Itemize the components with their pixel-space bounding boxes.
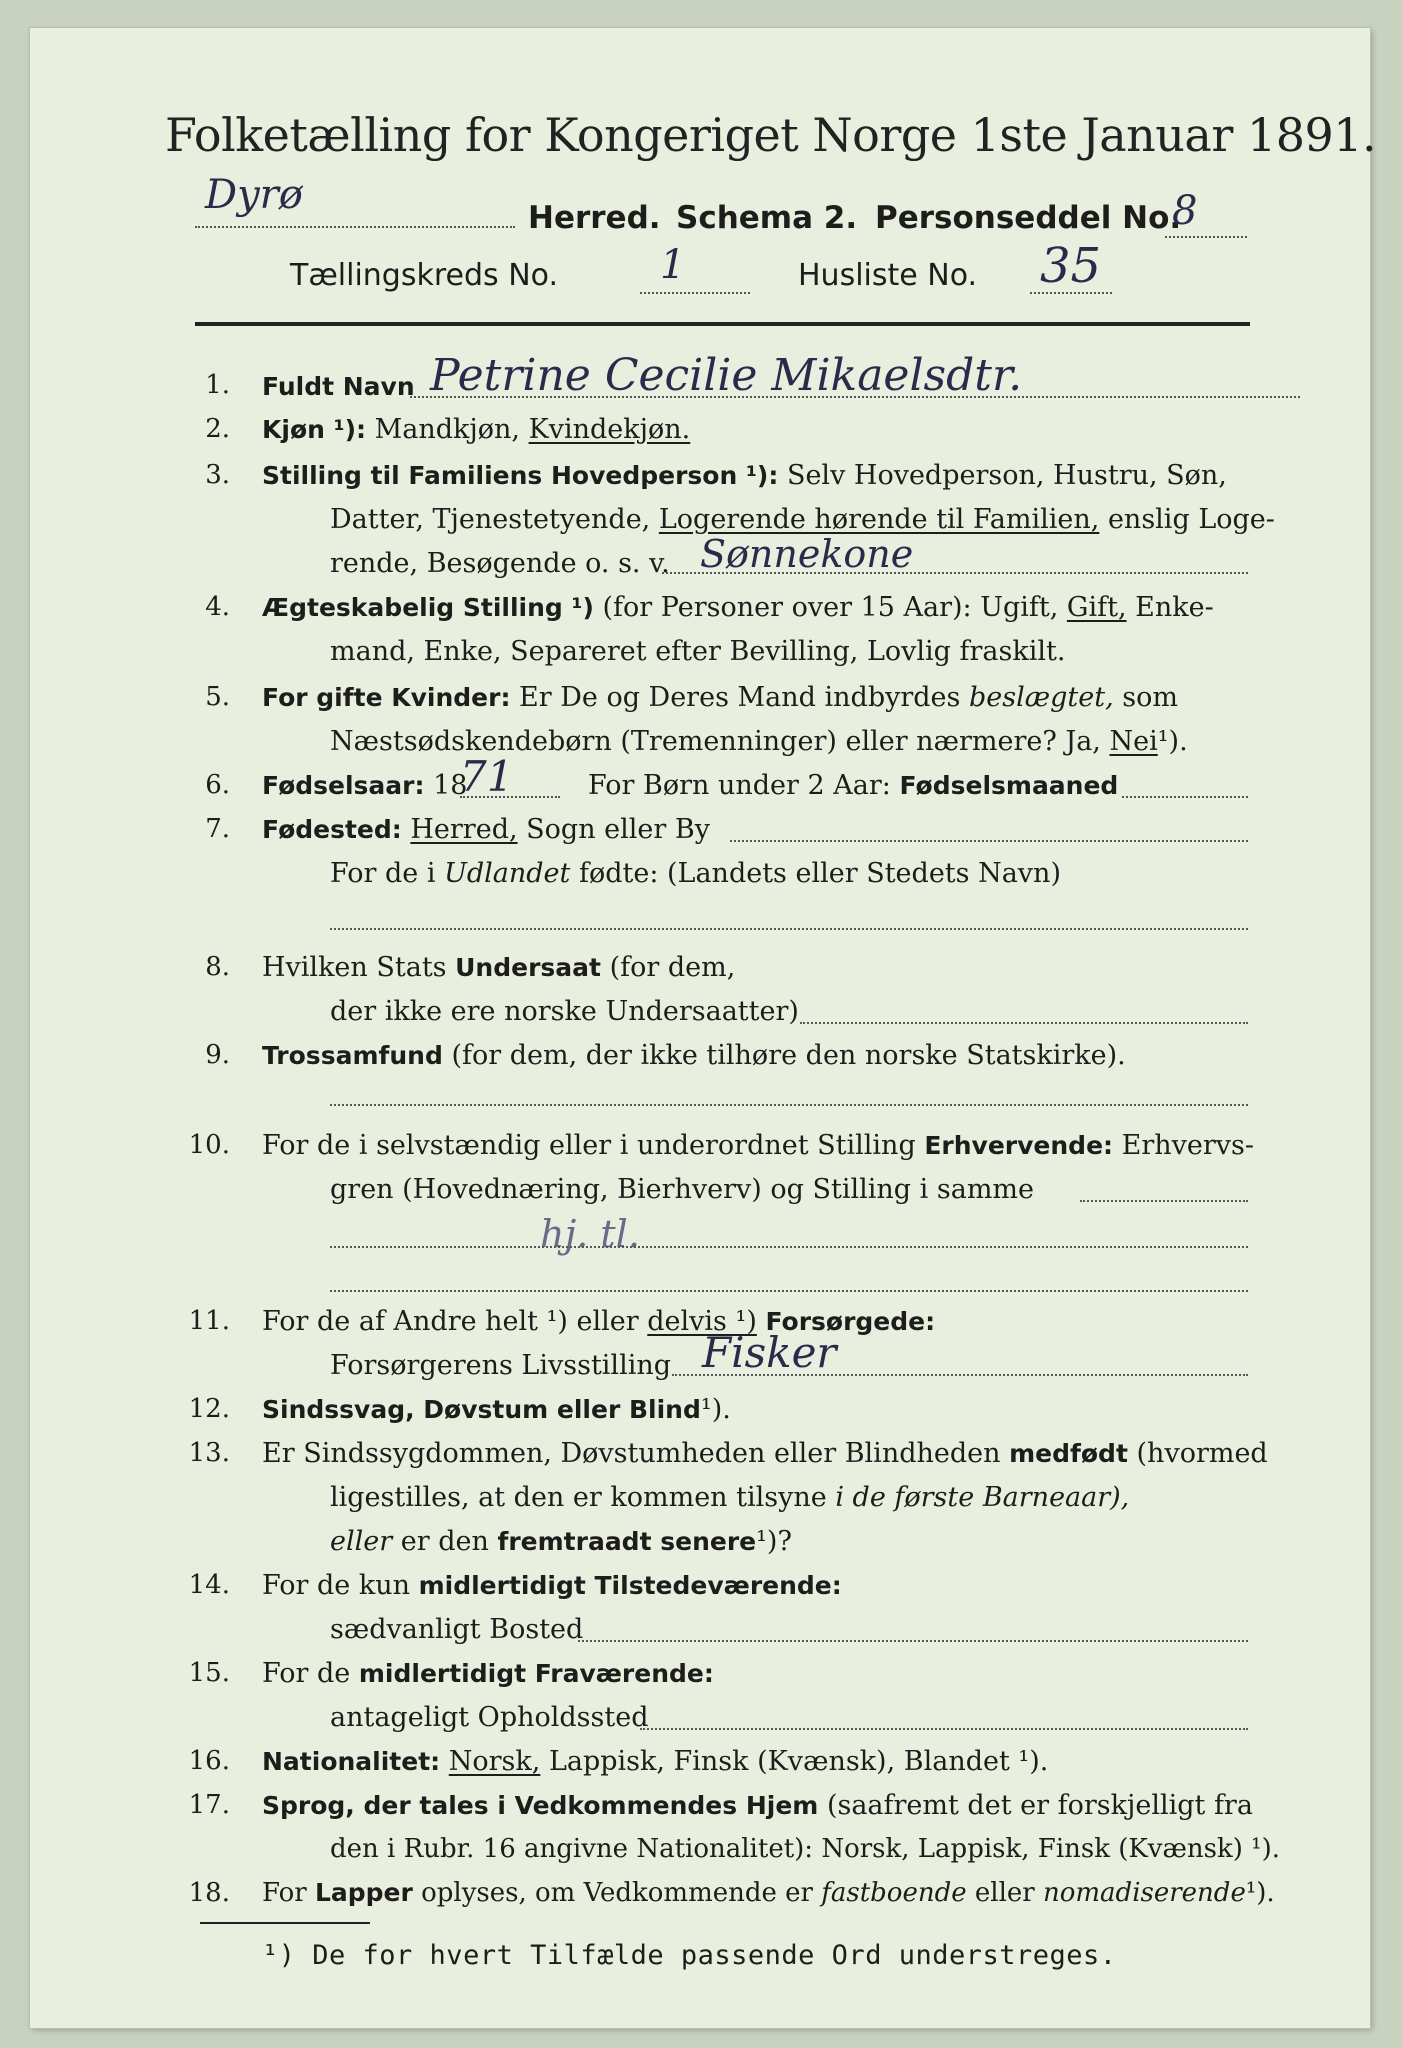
q8-text-a1: Hvilken Stats <box>262 952 447 983</box>
q3-line-a <box>262 460 1227 491</box>
q7-line-b <box>330 858 1061 889</box>
q4-text-a2: Enke- <box>1135 592 1214 623</box>
q7-text-b2: fødte: (Landets eller Stedets Navn) <box>578 858 1061 889</box>
q1-value: Petrine Cecilie Mikaelsdtr. <box>430 350 1023 401</box>
q3-text-c: rende, Besøgende o. s. v. <box>330 548 670 579</box>
q7-dots-b <box>330 928 1248 930</box>
q4-text-a-underlined: Gift, <box>1066 592 1127 623</box>
q10-label: Erhvervende: <box>924 1131 1114 1160</box>
q7-text-b1: For de i <box>330 858 436 889</box>
herred-dots <box>195 226 515 228</box>
q9-dots <box>330 1104 1248 1106</box>
q8-text-b: der ikke ere norske Undersaatter) <box>330 996 799 1027</box>
q18-line <box>262 1878 1275 1908</box>
q17-label: Sprog, der tales i Vedkommendes Hjem <box>262 1791 819 1820</box>
q6-number: 6. <box>205 770 230 800</box>
personseddel-label: Personseddel No. <box>875 200 1182 236</box>
q7-text: Sogn eller By <box>526 814 710 845</box>
herred-value: Dyrø <box>205 172 303 218</box>
q2-label: Kjøn ¹): <box>262 415 366 444</box>
herred-label: Herred. <box>528 200 661 236</box>
q18-text-a-italic2: nomadiserende <box>1043 1878 1246 1908</box>
q1-number: 1. <box>205 370 230 400</box>
q5-text-a1: Er De og Deres Mand indbyrdes <box>519 682 961 713</box>
q6-text: For Børn under 2 Aar: <box>588 770 891 801</box>
q8-line-a <box>262 952 735 983</box>
q3-text-b1: Datter, Tjenestetyende, <box>330 504 651 535</box>
q8-number: 8. <box>205 952 230 982</box>
kreds-value: 1 <box>660 242 686 288</box>
q6-dots <box>460 796 560 798</box>
husliste-value: 35 <box>1040 238 1102 294</box>
q10-dots-c <box>330 1290 1248 1292</box>
q5-line-b <box>330 726 1188 757</box>
q5-line-a <box>262 682 1178 713</box>
q13-text-a2: (hvormed <box>1136 1438 1268 1469</box>
q15-number: 15. <box>188 1658 230 1688</box>
q2-number: 2. <box>205 414 230 444</box>
q6-line-b <box>588 770 1118 801</box>
q7-label: Fødested: <box>262 815 402 844</box>
q12-label: Sindssvag, Døvstum eller Blind <box>262 1395 701 1424</box>
q5-text-a-italic: beslægtet, <box>968 682 1114 713</box>
q16-label: Nationalitet: <box>262 1747 441 1776</box>
q15-text-b: antageligt Opholdssted <box>330 1702 649 1733</box>
q18-text-a2: oplyses, om Vedkommende er <box>421 1878 813 1908</box>
q9-number: 9. <box>205 1040 230 1070</box>
q6-prefix: 18 <box>433 770 468 801</box>
q6-dots-b <box>1122 796 1248 798</box>
q8-dots <box>800 1022 1248 1024</box>
husliste-label: Husliste No. <box>798 258 978 293</box>
q16-line <box>262 1746 1048 1777</box>
q8-text-a2: (for dem, <box>609 952 736 983</box>
q13-text-c1: er den <box>400 1526 489 1557</box>
q16-number: 16. <box>188 1746 230 1776</box>
q14-text-b: sædvanligt Bosted <box>330 1614 584 1645</box>
q7-dots <box>730 840 1248 842</box>
q18-label: Lapper <box>314 1878 413 1907</box>
q2-line <box>262 414 690 445</box>
personseddel-value: 8 <box>1172 188 1198 234</box>
q6-label: Fødselsaar: <box>262 771 425 800</box>
q15-text-a: For de <box>262 1658 351 1689</box>
q6-label2: Fødselsmaaned <box>899 771 1119 800</box>
footnote: ¹) De for hvert Tilfælde passende Ord understreges. <box>262 1940 1117 1971</box>
q13-text-b1: ligestilles, at den er kommen tilsyne <box>330 1482 827 1513</box>
q18-text-a-italic1: fastboende <box>821 1878 967 1908</box>
q11-text-a1: For de af Andre helt ¹) eller <box>262 1306 639 1337</box>
q17-number: 17. <box>188 1790 230 1820</box>
q10-text-b: gren (Hovednæring, Bierhverv) og Stilling i samme <box>330 1174 1035 1205</box>
q3-text-a: Selv Hovedperson, Hustru, Søn, <box>786 460 1227 491</box>
q11-dots <box>672 1374 1248 1376</box>
q5-text-a2: som <box>1122 682 1178 713</box>
q5-number: 5. <box>205 682 230 712</box>
q1-label: Fuldt Navn <box>262 372 415 401</box>
q12-suffix: ¹). <box>700 1394 731 1425</box>
q12-line <box>262 1394 731 1425</box>
q13-line-b <box>330 1482 1129 1513</box>
q6-line <box>262 770 467 801</box>
q5-text-b2: ¹). <box>1157 726 1188 757</box>
q1-dots <box>410 396 1300 398</box>
q15-dots <box>640 1728 1248 1730</box>
q17-line-a <box>262 1790 1253 1821</box>
q13-text-b-italic: i de første Barneaar), <box>835 1482 1130 1513</box>
q17-text-a: (saafremt det er forskjelligt fra <box>826 1790 1253 1821</box>
kreds-label: Tællingskreds No. <box>290 258 558 293</box>
q11-text-a-underlined: delvis ¹) <box>647 1306 757 1337</box>
q5-text-b1: Næstsødskendebørn (Tremenninger) eller nærmere? Ja, <box>330 726 1101 757</box>
q9-text: (for dem, der ikke tilhøre den norske Statskirke). <box>451 1040 1126 1071</box>
q9-label: Trossamfund <box>262 1041 443 1070</box>
q10-text-a: For de i selvstændig eller i underordnet Stilling <box>262 1130 916 1161</box>
husliste-dots <box>1030 292 1112 294</box>
q10-line-a <box>262 1130 1254 1161</box>
q13-line-c <box>330 1526 792 1557</box>
q17-text-b: den i Rubr. 16 angivne Nationalitet): Norsk, Lappisk, Finsk (Kvænsk) ¹). <box>330 1834 1281 1864</box>
q14-text-a: For de kun <box>262 1570 410 1601</box>
q5-label: For gifte Kvinder: <box>262 683 511 712</box>
q13-text-c-italic: eller <box>330 1526 393 1557</box>
q7-text-b-italic: Udlandet <box>444 858 571 889</box>
q3-line-b <box>330 504 1275 535</box>
q2-underlined: Kvindekjøn. <box>528 414 691 445</box>
q4-label: Ægteskabelig Stilling ¹) <box>262 593 594 622</box>
schema-label: Schema 2. <box>676 200 858 236</box>
q11-text-b: Forsørgerens Livsstilling <box>330 1350 672 1381</box>
q10-dots-b <box>330 1246 1248 1248</box>
q15-line-a <box>262 1658 714 1689</box>
q14-dots <box>578 1640 1248 1642</box>
q3-text-b-underlined: Logerende hørende til Familien, <box>658 504 1100 535</box>
q11-value: Fisker <box>702 1328 837 1377</box>
q13-line-a <box>262 1438 1268 1469</box>
q18-text-a4: ¹). <box>1245 1878 1275 1908</box>
q12-number: 12. <box>188 1394 230 1424</box>
q10-dots <box>1080 1200 1248 1202</box>
q18-number: 18. <box>188 1878 230 1908</box>
q10-number: 10. <box>188 1130 230 1160</box>
q4-number: 4. <box>205 592 230 622</box>
q10-value: hj. tl. <box>540 1212 640 1256</box>
q7-number: 7. <box>205 814 230 844</box>
q4-text-a1: (for Personer over 15 Aar): Ugift, <box>602 592 1059 623</box>
header-rule <box>195 322 1250 326</box>
q10-text-a2: Erhvervs- <box>1121 1130 1255 1161</box>
personseddel-dots <box>1165 236 1247 238</box>
q8-label: Undersaat <box>455 953 601 982</box>
q6-value: 71 <box>460 752 514 801</box>
q3-dots <box>662 572 1248 574</box>
footnote-rule <box>200 1922 370 1924</box>
q13-text-a1: Er Sindssygdommen, Døvstumheden eller Blindheden <box>262 1438 1001 1469</box>
q13-text-c2: ¹)? <box>756 1526 792 1557</box>
q4-text-b: mand, Enke, Separeret efter Bevilling, Lovlig fraskilt. <box>330 636 1066 667</box>
q9-line <box>262 1040 1126 1071</box>
q3-number: 3. <box>205 460 230 490</box>
q18-text-a3: eller <box>974 1878 1035 1908</box>
q15-label: midlertidigt Fraværende: <box>358 1659 714 1688</box>
q16-text: Lappisk, Finsk (Kvænsk), Blandet ¹). <box>548 1746 1049 1777</box>
form-title: Folketælling for Kongeriget Norge 1ste Januar 1891. <box>165 108 1377 162</box>
q3-label: Stilling til Familiens Hovedperson ¹): <box>262 461 779 490</box>
q16-text-underlined: Norsk, <box>448 1746 541 1777</box>
q11-number: 11. <box>188 1306 230 1336</box>
q14-number: 14. <box>188 1570 230 1600</box>
q3-text-b2: enslig Loge- <box>1107 504 1275 535</box>
q7-line-a <box>262 814 710 845</box>
q11-label: Forsørgede: <box>765 1307 936 1336</box>
q14-line-a <box>262 1570 842 1601</box>
q4-line-a <box>262 592 1214 623</box>
q13-label2: fremtraadt senere <box>497 1527 757 1556</box>
q13-label: medfødt <box>1009 1439 1128 1468</box>
q14-label: midlertidigt Tilstedeværende: <box>418 1571 842 1600</box>
q13-number: 13. <box>188 1438 230 1468</box>
q18-text-a1: For <box>262 1878 307 1908</box>
q5-text-b-underlined: Nei <box>1109 726 1158 757</box>
kreds-dots <box>640 292 750 294</box>
q7-text-underlined: Herred, <box>410 814 518 845</box>
q3-value: Sønnekone <box>700 532 914 576</box>
q2-text: Mandkjøn, <box>374 414 520 445</box>
